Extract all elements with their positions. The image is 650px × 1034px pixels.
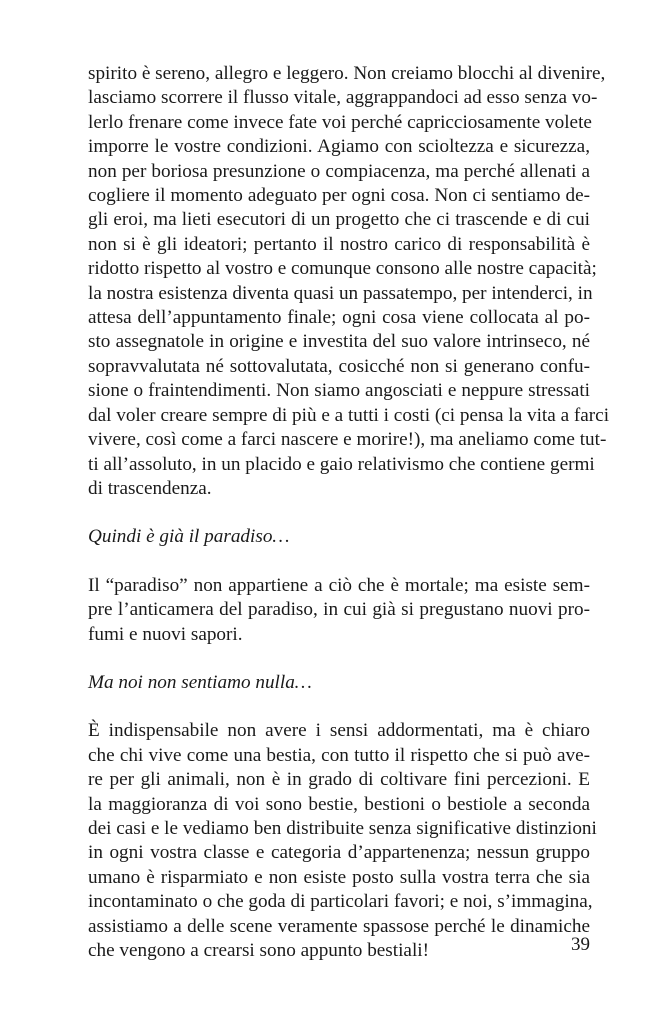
- interviewer-question: Ma noi non sentiamo nulla…: [88, 671, 312, 693]
- text-line: che vengono a crearsi sono appunto bestiali!: [88, 940, 429, 961]
- text-line: ridotto rispetto al vostro e comunque consono alle nostre capacità;: [88, 258, 597, 280]
- text-line: non si è gli ideatori; pertanto il nostro carico di responsabilità è: [88, 233, 590, 255]
- text-line: È indispensabile non avere i sensi addormentati, ma è chiaro: [88, 720, 590, 742]
- text-line: spirito è sereno, allegro e leggero. Non creiamo blocchi al divenire,: [88, 63, 606, 84]
- text-line: ti all’assoluto, in un placido e gaio relativismo che contiene germi: [88, 453, 595, 475]
- text-line: sopravvalutata né sottovalutata, cosicché non si generano confu-: [88, 355, 590, 377]
- text-line: che chi vive come una bestia, con tutto il rispetto che si può ave-: [88, 744, 590, 766]
- text-line: non per boriosa presunzione o compiacenza, ma perché allenati a: [88, 160, 590, 182]
- text-line: pre l’anticamera del paradiso, in cui già si pregustano nuovi pro-: [88, 599, 590, 621]
- text-line: di trascendenza.: [88, 477, 212, 499]
- text-line: vivere, così come a farci nascere e morire!), ma aneliamo come tut-: [88, 429, 607, 451]
- text-line: imporre le vostre condizioni. Agiamo con scioltezza e sicurezza,: [88, 136, 590, 158]
- text-line: dal voler creare sempre di più e a tutti i costi (ci pensa la vita a farci: [88, 404, 610, 426]
- paragraph-continuation: [88, 62, 610, 501]
- text-line: dei casi e le vediamo ben distribuite senza significative distinzioni: [88, 817, 597, 839]
- text-line: incontaminato o che goda di particolari favori; e noi, s’immagina,: [88, 891, 593, 913]
- text-line: sione o fraintendimenti. Non siamo angosciati e neppure stressati: [88, 380, 590, 402]
- text-line: assistiamo a delle scene veramente spassose perché le dinamiche: [88, 915, 590, 937]
- text-line: la maggioranza di voi sono bestie, bestioni o bestiole a seconda: [88, 793, 590, 815]
- text-line: Il “paradiso” non appartiene a ciò che è mortale; ma esiste sem-: [88, 574, 590, 596]
- interviewer-question: Quindi è già il paradiso…: [88, 526, 290, 548]
- text-line: cogliere il momento adeguato per ogni cosa. Non ci sentiamo de-: [88, 185, 590, 207]
- text-line: re per gli animali, non è in grado di coltivare fini percezioni. E: [88, 769, 590, 791]
- text-line: fumi e nuovi sapori.: [88, 623, 243, 645]
- text-line: la nostra esistenza diventa quasi un passatempo, per intenderci, in: [88, 282, 593, 304]
- answer-paragraph: [88, 574, 590, 647]
- text-line: sto assegnatole in origine e investita del suo valore intrinseco, né: [88, 331, 590, 353]
- text-line: gli eroi, ma lieti esecutori di un progetto che ci trascende e di cui: [88, 209, 590, 231]
- text-line: lerlo frenare come invece fate voi perché capricciosamente volete: [88, 111, 592, 133]
- page-body: [88, 62, 610, 963]
- text-line: in ogni vostra classe e categoria d’appartenenza; nessun gruppo: [88, 842, 590, 864]
- text-line: umano è risparmiato e non esiste posto sulla vostra terra che sia: [88, 866, 590, 888]
- answer-paragraph: [88, 719, 597, 963]
- text-line: attesa dell’appuntamento finale; ogni cosa viene collocata al po-: [88, 307, 590, 329]
- text-line: lasciamo scorrere il flusso vitale, aggrappandoci ad esso senza vo-: [88, 87, 598, 109]
- page-number: 39: [571, 934, 590, 955]
